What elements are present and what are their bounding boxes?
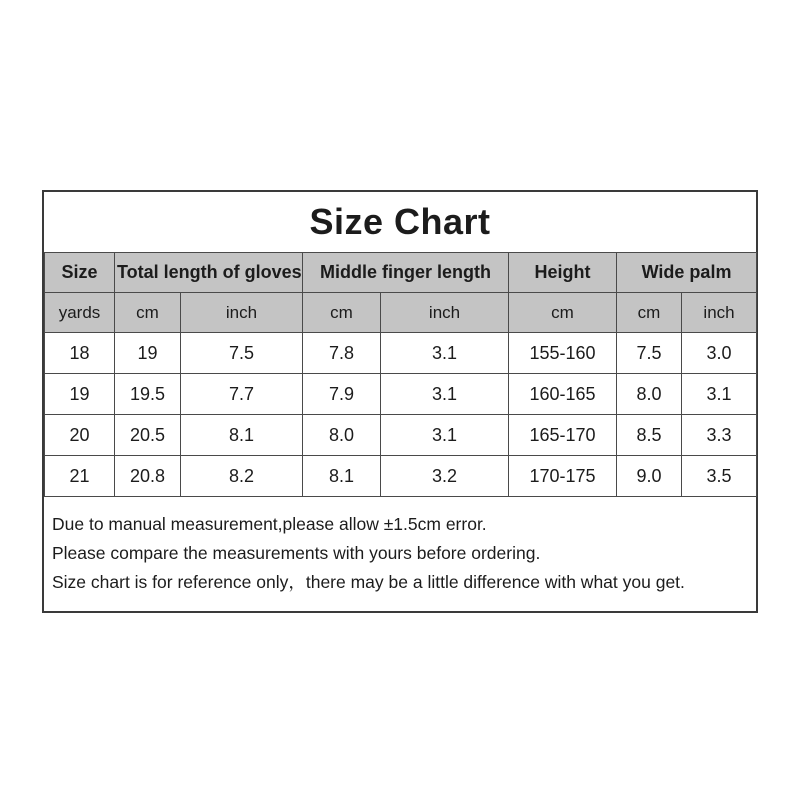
table-cell: 170-175: [509, 456, 617, 497]
table-cell: 7.5: [617, 333, 682, 374]
table-cell: 8.5: [617, 415, 682, 456]
table-cell: 8.0: [617, 374, 682, 415]
table-row: [45, 333, 757, 374]
size-chart-table-container: [42, 190, 758, 613]
table-cell: 9.0: [617, 456, 682, 497]
header-group-total-length: Total length of gloves: [115, 253, 303, 293]
header-group-wide-palm: Wide palm: [617, 253, 757, 293]
table-cell: 18: [45, 333, 115, 374]
table-cell: 20.8: [115, 456, 181, 497]
note-line: Size chart is for reference only，there may be a little difference with what you get.: [52, 572, 685, 592]
table-cell: 3.2: [381, 456, 509, 497]
subheader-cell: cm: [509, 293, 617, 333]
table-cell: 19.5: [115, 374, 181, 415]
table-cell: 7.5: [181, 333, 303, 374]
table-cell: 155-160: [509, 333, 617, 374]
measurement-notes: [44, 497, 756, 611]
table-cell: 3.1: [381, 374, 509, 415]
table-row: [45, 415, 757, 456]
note-line: Due to manual measurement,please allow ±1.5cm error.: [52, 514, 487, 534]
subheader-cell: inch: [381, 293, 509, 333]
subheader-cell: cm: [303, 293, 381, 333]
table-cell: 8.0: [303, 415, 381, 456]
subheader-cell: inch: [181, 293, 303, 333]
table-cell: 19: [115, 333, 181, 374]
header-group-height: Height: [509, 253, 617, 293]
table-cell: 20: [45, 415, 115, 456]
header-group-size: Size: [45, 253, 115, 293]
subheader-cell: cm: [617, 293, 682, 333]
table-cell: 8.1: [181, 415, 303, 456]
table-cell: 21: [45, 456, 115, 497]
table-cell: 7.8: [303, 333, 381, 374]
subheader-cell: cm: [115, 293, 181, 333]
table-cell: 165-170: [509, 415, 617, 456]
table-cell: 3.1: [381, 333, 509, 374]
header-group-row: [45, 253, 757, 293]
table-cell: 3.3: [682, 415, 757, 456]
subheader-cell: inch: [682, 293, 757, 333]
table-cell: 8.1: [303, 456, 381, 497]
note-line: Please compare the measurements with yours before ordering.: [52, 543, 541, 563]
table-cell: 20.5: [115, 415, 181, 456]
table-cell: 7.9: [303, 374, 381, 415]
header-group-middle-finger: Middle finger length: [303, 253, 509, 293]
table-cell: 160-165: [509, 374, 617, 415]
table-cell: 8.2: [181, 456, 303, 497]
size-chart-title: Size Chart: [44, 192, 756, 252]
table-cell: 7.7: [181, 374, 303, 415]
table-cell: 3.1: [682, 374, 757, 415]
subheader-yards: yards: [45, 293, 115, 333]
subheader-row: [45, 293, 757, 333]
table-cell: 3.1: [381, 415, 509, 456]
table-cell: 3.5: [682, 456, 757, 497]
size-chart-table: [44, 252, 757, 497]
table-cell: 19: [45, 374, 115, 415]
table-row: [45, 374, 757, 415]
table-row: [45, 456, 757, 497]
table-cell: 3.0: [682, 333, 757, 374]
